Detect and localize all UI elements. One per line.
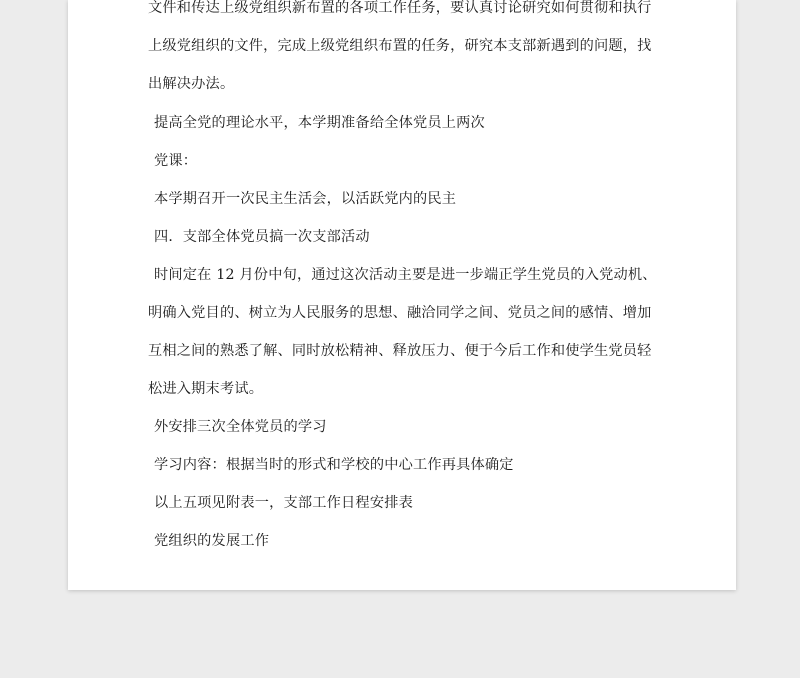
paragraph-line: 党组织的发展工作 xyxy=(154,533,270,549)
section-heading: 四．支部全体党员搞一次支部活动 xyxy=(154,229,370,245)
paragraph-line: 外安排三次全体党员的学习 xyxy=(154,419,327,435)
paragraph-line: 出解决办法。 xyxy=(148,76,235,92)
paragraph-line: 提高全党的理论水平，本学期准备给全体党员上两次 xyxy=(154,115,485,131)
document-page xyxy=(68,0,736,590)
paragraph-line: 党课： xyxy=(154,153,198,169)
paragraph-line: 松进入期末考试。 xyxy=(148,381,264,397)
paragraph-line: 上级党组织的文件，完成上级党组织布置的任务，研究本支部新遇到的问题，找 xyxy=(148,38,652,54)
paragraph-line: 时间定在 12 月份中旬，通过这次活动主要是进一步端正学生党员的入党动机、 xyxy=(154,267,657,283)
paragraph-line: 以上五项见附表一，支部工作日程安排表 xyxy=(154,495,413,511)
paragraph-line: 互相之间的熟悉了解、同时放松精神、释放压力、便于今后工作和使学生党员轻 xyxy=(148,343,652,359)
paragraph-line: 文件和传达上级党组织新布置的各项工作任务，要认真讨论研究如何贯彻和执行 xyxy=(148,0,652,16)
paragraph-line: 学习内容：根据当时的形式和学校的中心工作再具体确定 xyxy=(154,457,514,473)
paragraph-line: 明确入党目的、树立为人民服务的思想、融洽同学之间、党员之间的感情、增加 xyxy=(148,305,652,321)
paragraph-line: 本学期召开一次民主生活会，以活跃党内的民主 xyxy=(154,191,457,207)
